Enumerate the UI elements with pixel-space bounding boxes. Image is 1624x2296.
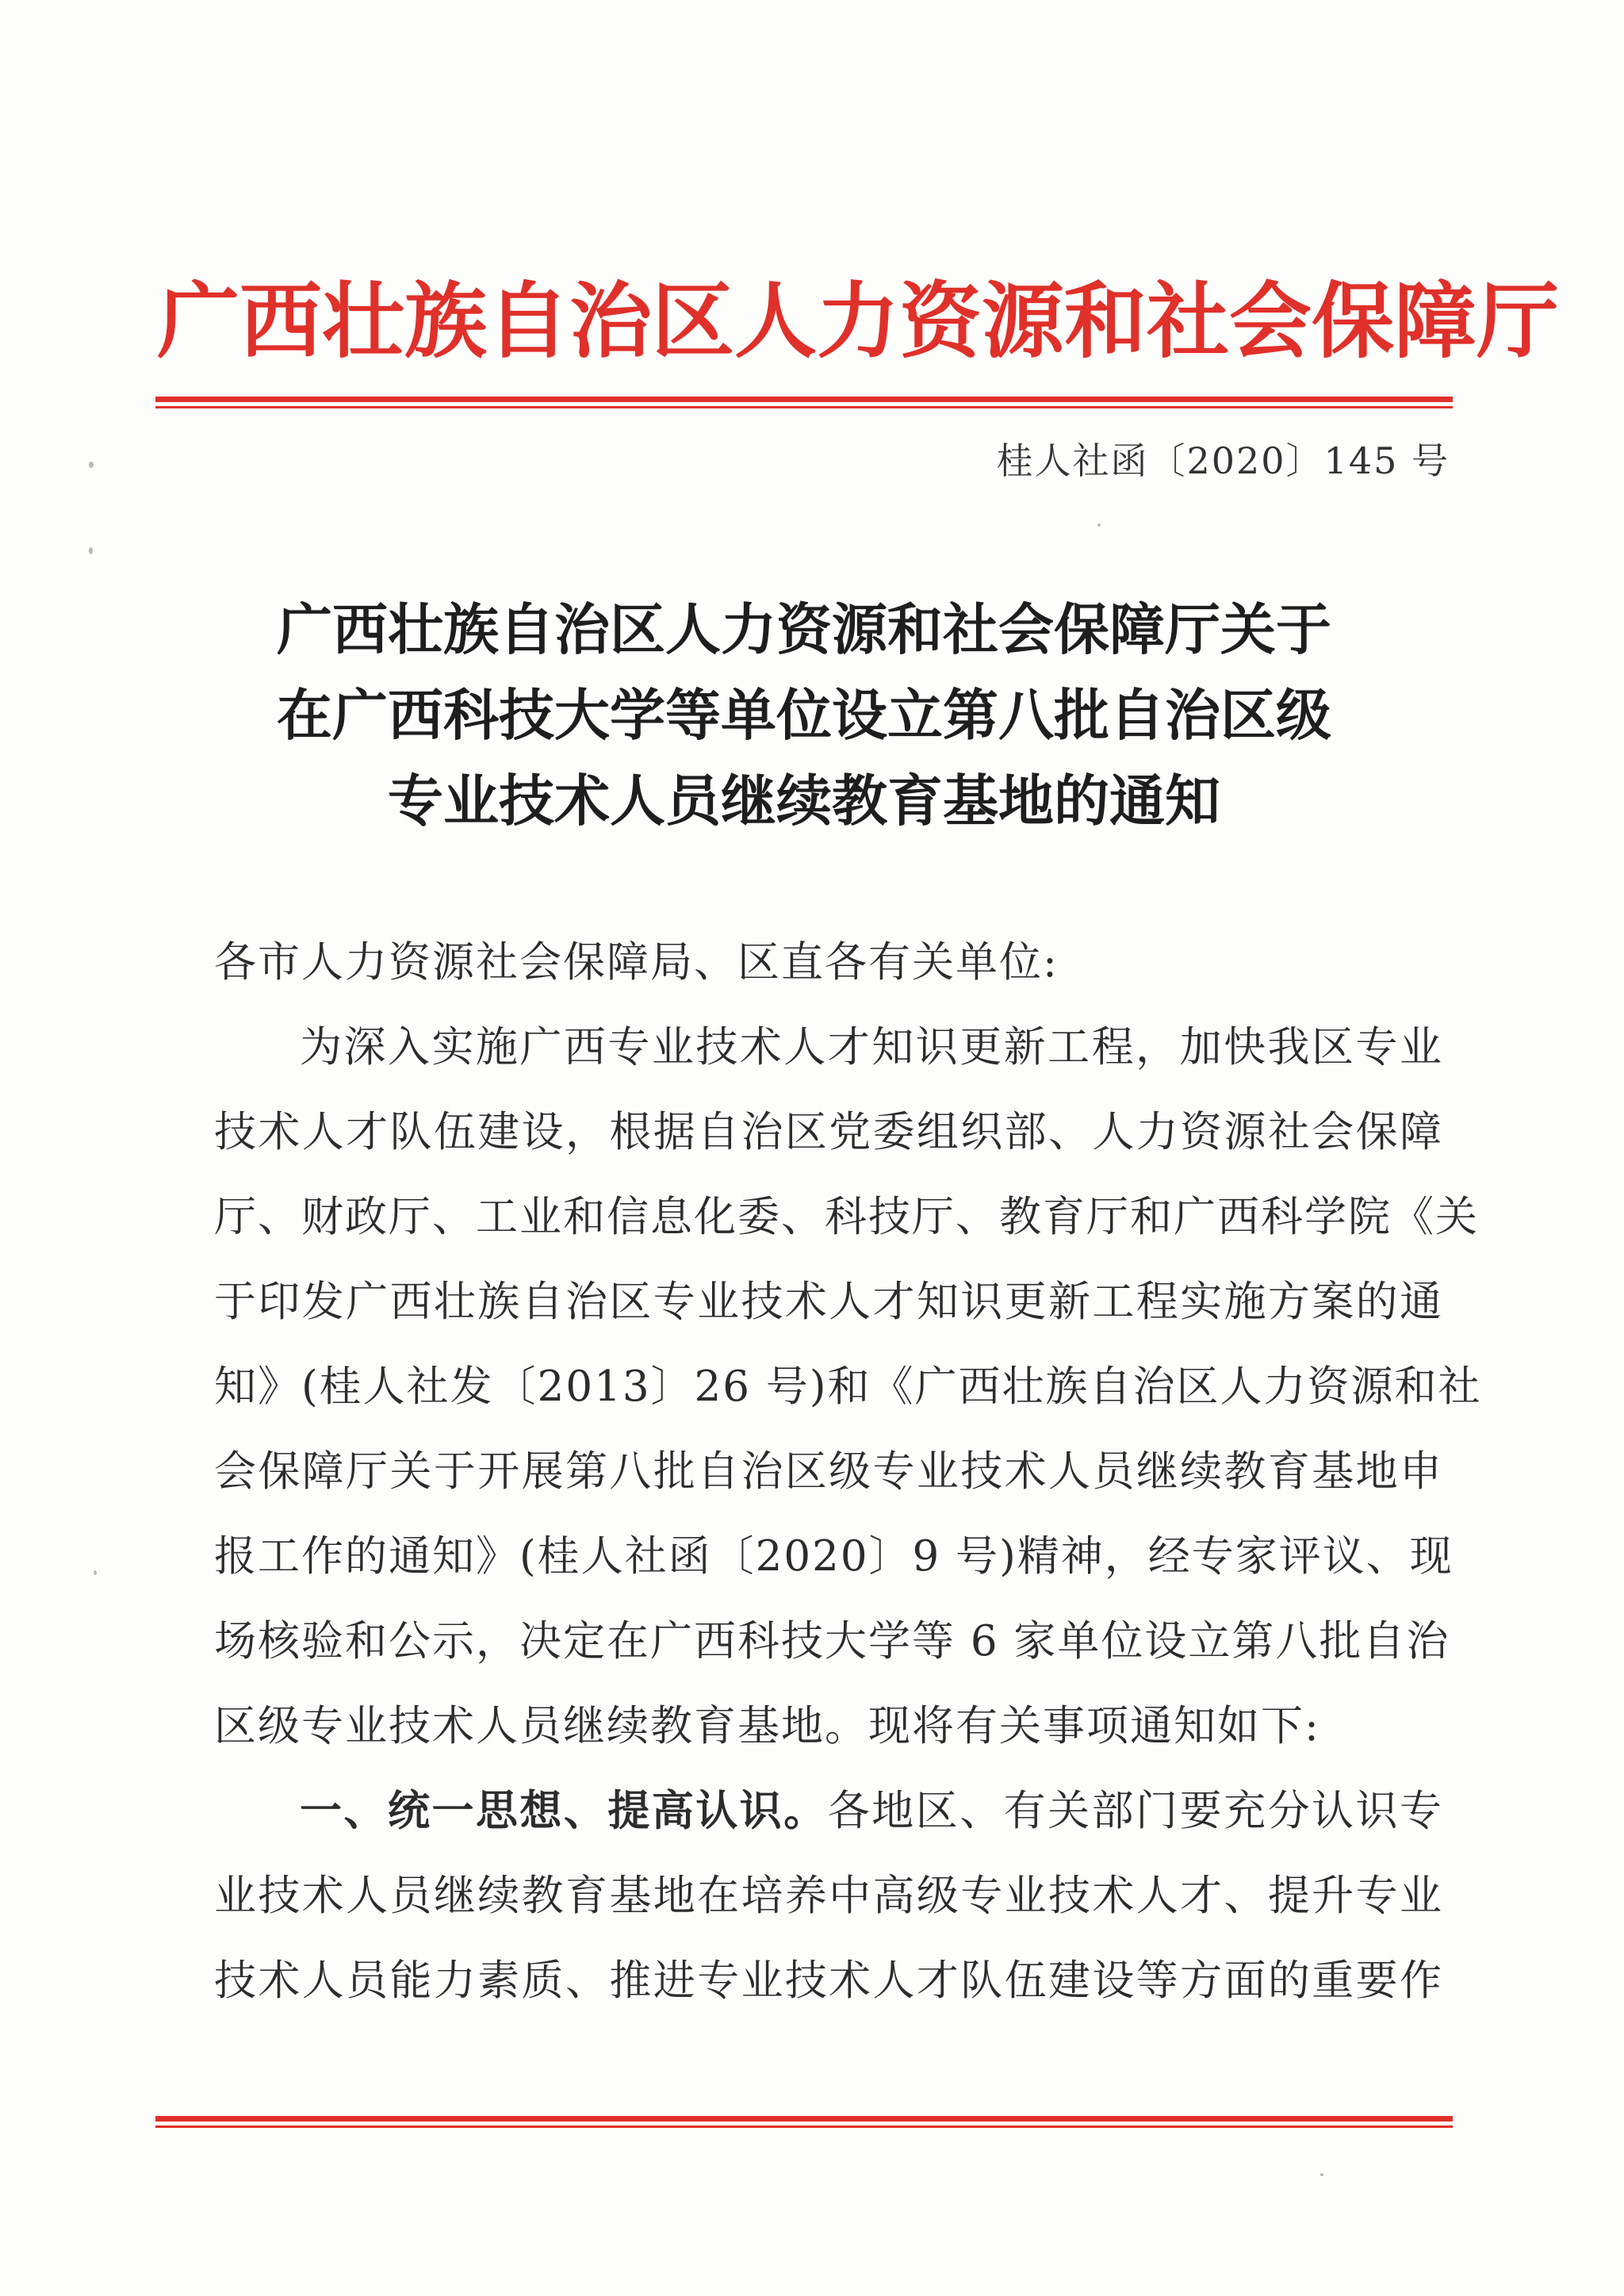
title-line-3: 专业技术人员继续教育基地的通知 [388, 769, 1220, 834]
paragraph-1-line: 报工作的通知》(桂人社函〔2020〕9 号)精神，经专家评议、现 [214, 1532, 1454, 1581]
paragraph-2-line: 业技术人员继续教育基地在培养中高级专业技术人才、提升专业 [214, 1872, 1443, 1920]
section-heading-1: 一、统一思想、提高认识。 [300, 1787, 828, 1835]
title-line-1: 广西壮族自治区人力资源和社会保障厅关于 [277, 597, 1331, 662]
agency-letterhead: 广西壮族自治区人力资源和社会保障厅 [157, 272, 1560, 370]
letterhead-red-rule-thick [155, 397, 1453, 402]
scan-speck [1097, 523, 1101, 527]
document-title [157, 587, 1451, 844]
salutation: 各市人力资源社会保障局、区直各有关单位: [214, 938, 1059, 987]
footer-red-rule-thick [155, 2116, 1453, 2122]
footer-red-rule-thin [155, 2125, 1453, 2128]
paragraph-1-line: 于印发广西壮族自治区专业技术人才知识更新工程实施方案的通 [214, 1278, 1443, 1326]
paragraph-1-line: 厅、财政厅、工业和信息化委、科技厅、教育厅和广西科学院《关 [214, 1193, 1479, 1241]
paragraph-2-line: 技术人员能力素质、推进专业技术人才队伍建设等方面的重要作 [214, 1957, 1443, 2005]
title-line-2: 在广西科技大学等单位设立第八批自治区级 [277, 683, 1331, 748]
paragraph-1-line: 知》(桂人社发〔2013〕26 号)和《广西壮族自治区人力资源和社 [214, 1363, 1482, 1411]
paragraph-2-first-line-text: 各地区、有关部门要充分认识专 [827, 1787, 1444, 1835]
paragraph-1-line: 场核验和公示，决定在广西科技大学等 6 家单位设立第八批自治 [214, 1617, 1450, 1665]
paragraph-1-line: 会保障厅关于开展第八批自治区级专业技术人员继续教育基地申 [214, 1447, 1443, 1496]
document-number: 桂人社函〔2020〕145 号 [996, 439, 1450, 482]
scan-speck [1320, 2173, 1323, 2176]
scan-speck [89, 462, 94, 468]
paragraph-1-line: 为深入实施广西专业技术人才知识更新工程，加快我区专业 [300, 1023, 1443, 1071]
paragraph-1-line: 区级专业技术人员继续教育基地。现将有关事项通知如下: [214, 1702, 1320, 1750]
document-body [214, 920, 1482, 2023]
scan-speck [89, 547, 93, 554]
paragraph-1-line: 技术人才队伍建设，根据自治区党委组织部、人力资源社会保障 [214, 1108, 1443, 1156]
paragraph-2-first-line [214, 1769, 1443, 1853]
scan-speck [94, 1570, 97, 1575]
letterhead-red-rule-thin [155, 406, 1453, 408]
